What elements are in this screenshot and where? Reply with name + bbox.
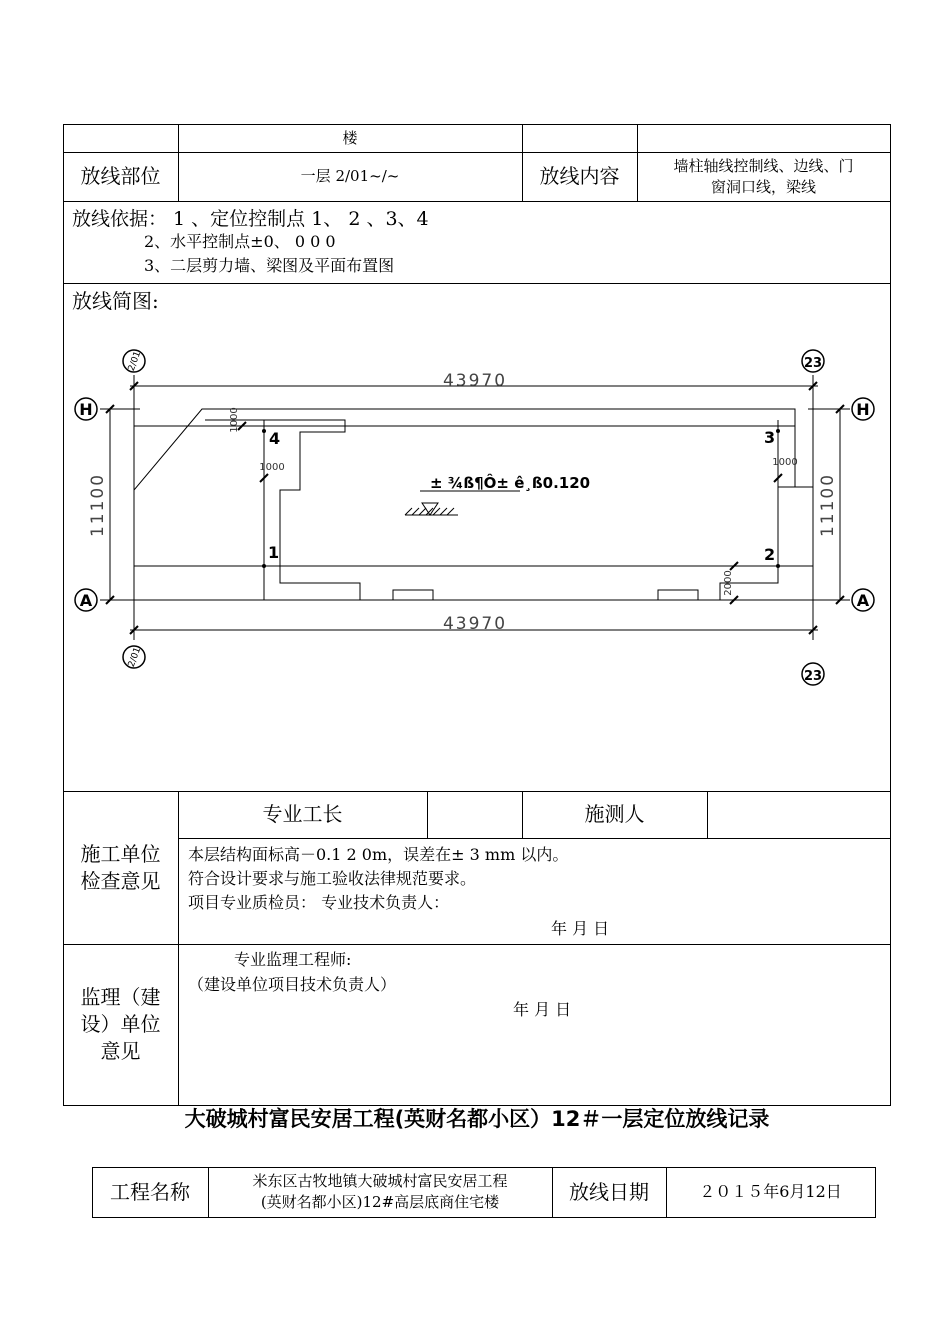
dim-1000-vertical: 1000 bbox=[229, 407, 240, 433]
point-4: 4 bbox=[269, 429, 281, 448]
axis-201-top: 2/01 bbox=[126, 350, 144, 373]
project-name-line2: (英财名都小区)12#高层底商住宅楼 bbox=[260, 1193, 500, 1211]
layout-content-line1: 墙柱轴线控制线、边线、门 bbox=[673, 157, 854, 176]
axis-h-right: H bbox=[856, 400, 870, 419]
project-name-label: 工程名称 bbox=[110, 1179, 190, 1204]
check-text-1: 本层结构面标高－0.1 2 0m，误差在± 3 mm 以内。 bbox=[188, 845, 569, 864]
axis-23-top: 23 bbox=[803, 356, 823, 371]
dim-bottom: 43970 bbox=[442, 614, 508, 634]
supervision-label-line2: 设）单位 bbox=[80, 1012, 161, 1036]
construction-check-label-line2: 检查意见 bbox=[80, 868, 161, 893]
check-text-2: 符合设计要求与施工验收法律规范要求。 bbox=[188, 869, 477, 888]
dim-2000: 2000 bbox=[723, 570, 734, 596]
layout-content-label: 放线内容 bbox=[539, 164, 620, 188]
project-name-line1: 米东区古牧地镇大破城村富民安居工程 bbox=[252, 1172, 508, 1190]
supervision-label-line1: 监理（建 bbox=[80, 985, 161, 1009]
axis-201-bottom: 2/01 bbox=[126, 646, 144, 669]
construction-check-label-line1: 施工单位 bbox=[80, 841, 161, 866]
axis-23-bottom: 23 bbox=[803, 669, 823, 684]
point-2: 2 bbox=[764, 545, 776, 564]
document-title: 大破城村富民安居工程(英财名都小区）12＃一层定位放线记录 bbox=[184, 1107, 770, 1131]
basis-line3: 3、二层剪力墙、梁图及平面布置图 bbox=[144, 256, 395, 275]
basis-line2: 2、水平控制点±0、 0 0 0 bbox=[144, 232, 336, 251]
dim-1000-left: 1000 bbox=[259, 462, 285, 473]
layout-position-value: 一层 2/01~/~ bbox=[300, 167, 400, 186]
check-date: 年 月 日 bbox=[551, 919, 610, 938]
point-1: 1 bbox=[268, 543, 280, 562]
project-name-value bbox=[208, 1167, 552, 1217]
axis-h-left: H bbox=[79, 400, 93, 419]
sketch-label: 放线简图: bbox=[72, 289, 159, 313]
foreman-label: 专业工长 bbox=[262, 802, 343, 826]
layout-date-label: 放线日期 bbox=[569, 1179, 649, 1204]
dim-left: 11100 bbox=[88, 472, 108, 538]
dim-right: 11100 bbox=[818, 472, 838, 538]
layout-date-value: ２０１５年6月12日 bbox=[699, 1182, 842, 1202]
dim-1000-right: 1000 bbox=[772, 457, 798, 468]
surveyor-label: 施测人 bbox=[584, 802, 645, 826]
supervision-text-2: （建设单位项目技术负责人） bbox=[188, 975, 397, 994]
building-label: 楼 bbox=[342, 128, 358, 147]
supervision-text-1: 专业监理工程师: bbox=[234, 950, 352, 969]
supervision-label-line3: 意见 bbox=[100, 1039, 141, 1063]
dim-top: 43970 bbox=[442, 371, 508, 391]
layout-content-line2: 窗洞口线，梁线 bbox=[710, 177, 816, 196]
axis-a-right: A bbox=[856, 591, 870, 610]
layout-position-label: 放线部位 bbox=[80, 164, 161, 188]
supervision-date: 年 月 日 bbox=[513, 1000, 572, 1019]
check-text-3: 项目专业质检员： 专业技术负责人： bbox=[188, 893, 450, 912]
axis-a-left: A bbox=[79, 591, 93, 610]
point-3: 3 bbox=[764, 428, 776, 447]
elevation-label: ± ¾ß¶Ô± ê¸ß0.120 bbox=[430, 474, 591, 492]
basis-line1: 放线依据： 1 、定位控制点 1、 2 、3、4 bbox=[72, 208, 429, 230]
